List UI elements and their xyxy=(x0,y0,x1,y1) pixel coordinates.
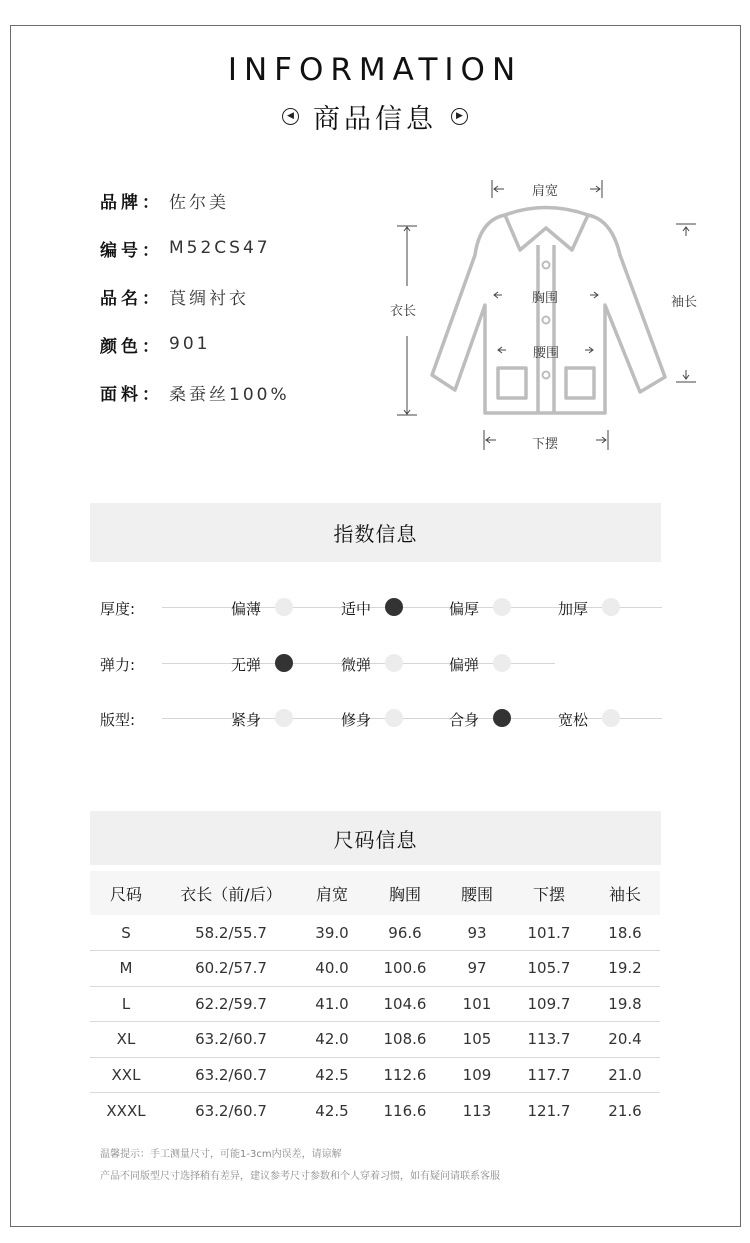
index-option-label: 偏厚 xyxy=(449,600,480,618)
index-key: 版型: xyxy=(100,711,136,729)
title-chinese-row xyxy=(0,98,750,134)
table-cell: 18.6 xyxy=(590,915,660,951)
table-cell: 105.7 xyxy=(508,951,590,987)
table-cell: 63.2/60.7 xyxy=(162,1057,300,1093)
table-cell: 63.2/60.7 xyxy=(195,1101,267,1120)
info-value: 桑蚕丝100% xyxy=(169,384,290,405)
table-cell: 60.2/57.7 xyxy=(162,951,300,987)
table-cell: 21.0 xyxy=(590,1057,660,1093)
shirt-measurement-diagram xyxy=(380,170,720,460)
index-key: 厚度: xyxy=(100,600,136,618)
index-section-header xyxy=(90,503,661,562)
table-cell: 20.4 xyxy=(590,1022,660,1058)
column-header: 尺码 xyxy=(109,884,142,904)
table-cell: 62.2/59.7 xyxy=(162,986,300,1022)
table-cell: 39.0 xyxy=(300,915,364,951)
table-cell: 117.7 xyxy=(508,1057,590,1093)
table-cell: 100.6 xyxy=(364,951,446,987)
table-cell: 41.0 xyxy=(300,986,364,1022)
table-cell: 113 xyxy=(462,1101,492,1120)
table-cell: 101.7 xyxy=(508,915,590,951)
index-row-elasticity xyxy=(100,648,670,678)
info-key: 品牌： xyxy=(100,192,163,213)
table-cell: 101 xyxy=(446,986,508,1022)
index-section-title: 指数信息 xyxy=(333,522,418,546)
column-header: 胸围 xyxy=(388,884,421,904)
table-cell: 97 xyxy=(446,951,508,987)
table-cell: 109 xyxy=(446,1057,508,1093)
table-cell: XXL xyxy=(90,1057,162,1093)
note-fit-advice: 产品不同版型尺寸选择稍有差异，建议参考尺寸参数和个人穿着习惯，如有疑问请联系客服 xyxy=(100,1171,500,1182)
table-cell: 19.2 xyxy=(590,951,660,987)
info-row-name xyxy=(100,272,290,320)
table-row xyxy=(90,951,660,987)
info-value: 佐尔美 xyxy=(169,192,229,213)
index-option-label: 加厚 xyxy=(558,600,589,618)
table-cell: XXXL xyxy=(106,1101,146,1120)
note-measurement-tip: 温馨提示：手工测量尺寸，可能1-3cm内误差，请谅解 xyxy=(100,1149,342,1160)
index-option-dot xyxy=(275,598,293,616)
column-header: 肩宽 xyxy=(315,884,348,904)
index-option-label: 修身 xyxy=(341,711,372,729)
column-header: 衣长（前/后） xyxy=(180,884,282,904)
table-row xyxy=(90,1057,660,1093)
size-table-header-row xyxy=(90,871,660,915)
column-header: 腰围 xyxy=(460,884,493,904)
table-cell: 112.6 xyxy=(364,1057,446,1093)
index-row-thickness xyxy=(100,592,670,622)
table-cell: 21.6 xyxy=(608,1101,642,1120)
table-cell: 19.8 xyxy=(590,986,660,1022)
table-cell: 40.0 xyxy=(300,951,364,987)
table-row xyxy=(90,1093,660,1129)
index-option-label: 偏薄 xyxy=(231,600,262,618)
index-option-dot xyxy=(602,709,620,727)
index-option-label: 适中 xyxy=(341,600,372,618)
info-value: 901 xyxy=(169,334,211,354)
table-cell: 109.7 xyxy=(508,986,590,1022)
table-cell: M xyxy=(90,951,162,987)
index-option-label: 微弹 xyxy=(341,656,372,674)
table-cell: 42.0 xyxy=(300,1022,364,1058)
index-option-dot-selected xyxy=(493,709,511,727)
table-cell: 104.6 xyxy=(364,986,446,1022)
diagram-label-shoulder: 肩宽 xyxy=(532,184,559,199)
index-option-dot xyxy=(602,598,620,616)
column-header: 袖长 xyxy=(608,884,641,904)
info-row-fabric xyxy=(100,368,290,416)
table-row xyxy=(90,915,660,951)
table-cell: S xyxy=(90,915,162,951)
table-cell: 108.6 xyxy=(364,1022,446,1058)
index-option-dot xyxy=(385,654,403,672)
diagram-label-length: 衣长 xyxy=(390,304,417,319)
index-option-label: 无弹 xyxy=(231,656,262,674)
table-cell: 42.5 xyxy=(300,1057,364,1093)
index-option-dot xyxy=(385,709,403,727)
index-option-label: 紧身 xyxy=(231,711,262,729)
index-option-dot xyxy=(275,709,293,727)
table-row xyxy=(90,986,660,1022)
index-option-label: 宽松 xyxy=(558,711,589,729)
info-key: 品名： xyxy=(100,288,163,309)
table-cell: 113.7 xyxy=(508,1022,590,1058)
info-row-brand xyxy=(100,176,290,224)
table-cell: 58.2/55.7 xyxy=(162,915,300,951)
diagram-label-hem: 下摆 xyxy=(532,437,559,452)
size-section-header xyxy=(90,811,661,865)
table-cell: 116.6 xyxy=(383,1101,427,1120)
info-row-color xyxy=(100,320,290,368)
shirt-outline-icon xyxy=(380,170,720,460)
info-value: M52CS47 xyxy=(169,238,271,258)
size-section-title: 尺码信息 xyxy=(333,827,418,852)
table-row xyxy=(90,1022,660,1058)
table-cell: 63.2/60.7 xyxy=(162,1022,300,1058)
index-option-label: 合身 xyxy=(449,711,480,729)
table-cell: XL xyxy=(90,1022,162,1058)
table-cell: 105 xyxy=(446,1022,508,1058)
diagram-label-sleeve: 袖长 xyxy=(671,295,698,310)
product-info-list xyxy=(100,176,290,416)
index-option-dot-selected xyxy=(275,654,293,672)
table-cell: 96.6 xyxy=(364,915,446,951)
index-option-dot-selected xyxy=(385,598,403,616)
index-option-dot xyxy=(493,598,511,616)
table-cell: L xyxy=(90,986,162,1022)
info-key: 面料： xyxy=(100,384,163,405)
info-key: 编号： xyxy=(100,240,163,261)
info-key: 颜色： xyxy=(100,336,163,357)
info-value: 莨绸衬衣 xyxy=(169,288,249,309)
index-row-fit xyxy=(100,703,670,733)
table-cell: 93 xyxy=(446,915,508,951)
table-cell: 42.5 xyxy=(315,1101,349,1120)
diagram-label-chest: 胸围 xyxy=(532,291,559,306)
title-chinese: 商品信息 xyxy=(313,103,437,135)
title-english: INFORMATION xyxy=(227,52,523,88)
column-header: 下摆 xyxy=(532,884,565,904)
index-option-dot xyxy=(493,654,511,672)
size-table xyxy=(90,871,660,1128)
index-key: 弹力: xyxy=(100,656,136,674)
table-cell: 121.7 xyxy=(527,1101,571,1120)
index-option-label: 偏弹 xyxy=(449,656,480,674)
arrow-left-circle-icon: ◀ xyxy=(282,108,299,125)
arrow-right-circle-icon: ▶ xyxy=(451,108,468,125)
diagram-label-waist: 腰围 xyxy=(533,346,560,361)
info-row-code xyxy=(100,224,290,272)
